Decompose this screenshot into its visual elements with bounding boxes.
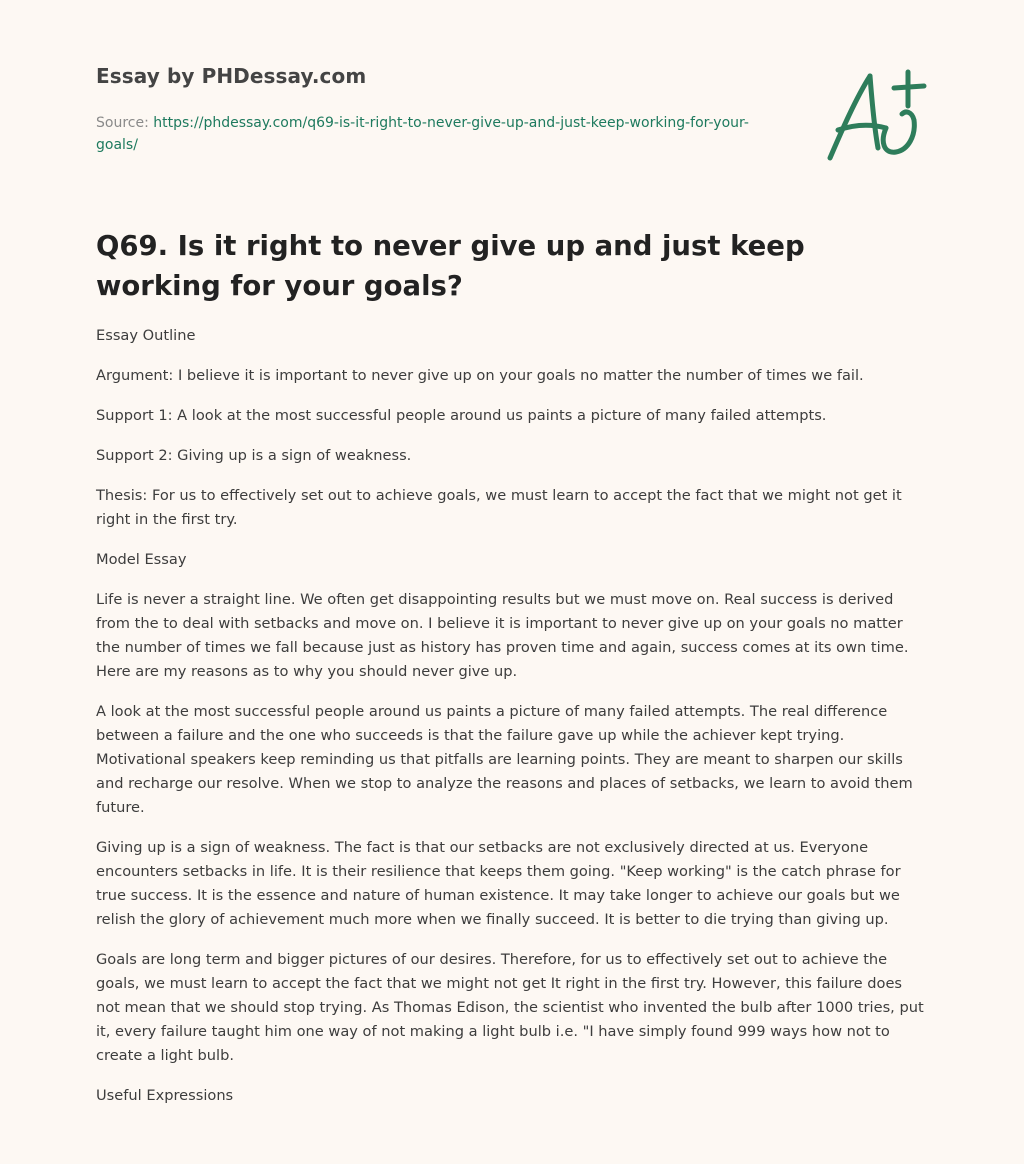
a-plus-grade-icon — [822, 68, 932, 166]
essay-paragraph: Goals are long term and bigger pictures of our desires. Therefore, for us to effectively set out to achieve the goals, we must learn to accept the fact that we might not get It right in the first try. However, this failure does not mean that we should stop trying. As Thomas Edison, the scientist who invented the bulb after 1000 tries, put it, every failure taught him one way of not making a light bulb i.e. "I have simply found 999 ways how not to create a light bulb. — [96, 951, 924, 1064]
source-line — [96, 112, 756, 156]
essay-title: Q69. Is it right to never give up and just keep working for your goals? — [96, 230, 805, 302]
outline-thesis: Thesis: For us to effectively set out to achieve goals, we must learn to accept the fact that we might not get it right in the first try. — [96, 487, 902, 528]
essay-paragraph: Giving up is a sign of weakness. The fact is that our setbacks are not exclusively directed at us. Everyone encounters setbacks in life. It is their resilience that keeps them going. "Keep working" is the catch phrase for true success. It is the essence and nature of human existence. It may take longer to achieve our goals but we relish the glory of achievement much more when we finally succeed. It is better to die trying than giving up. — [96, 839, 901, 928]
useful-expressions-heading: Useful Expressions — [96, 1087, 234, 1104]
essay-paragraph: Life is never a straight line. We often get disappointing results but we must move on. Real success is derived from the to deal with setbacks and move on. I believe it is important to never give up on your goals no matter the number of times we fall because just as history has proven time and again, success comes at its own time. Here are my reasons as to why you should never give up. — [96, 591, 909, 680]
outline-heading: Essay Outline — [96, 327, 196, 344]
source-label: Source: — [96, 115, 149, 131]
outline-argument: Argument: I believe it is important to never give up on your goals no matter the number of times we fail. — [96, 367, 864, 384]
source-link[interactable]: https://phdessay.com/q69-is-it-right-to-never-give-up-and-just-keep-working-for-your-goals/ — [96, 115, 749, 153]
outline-support-2: Support 2: Giving up is a sign of weakness. — [96, 447, 412, 464]
site-title: Essay by PHDessay.com — [96, 64, 367, 88]
model-essay-heading: Model Essay — [96, 551, 187, 568]
essay-paragraph: A look at the most successful people around us paints a picture of many failed attempts. The real difference between a failure and the one who succeeds is that the failure gave up while the achiever kept trying. Motivational speakers keep reminding us that pitfalls are learning points. They are meant to sharpen our skills and recharge our resolve. When we stop to analyze the reasons and places of setbacks, we learn to avoid them future. — [96, 703, 913, 816]
outline-support-1: Support 1: A look at the most successful people around us paints a picture of many failed attempts. — [96, 407, 827, 424]
essay-body — [96, 324, 930, 1124]
